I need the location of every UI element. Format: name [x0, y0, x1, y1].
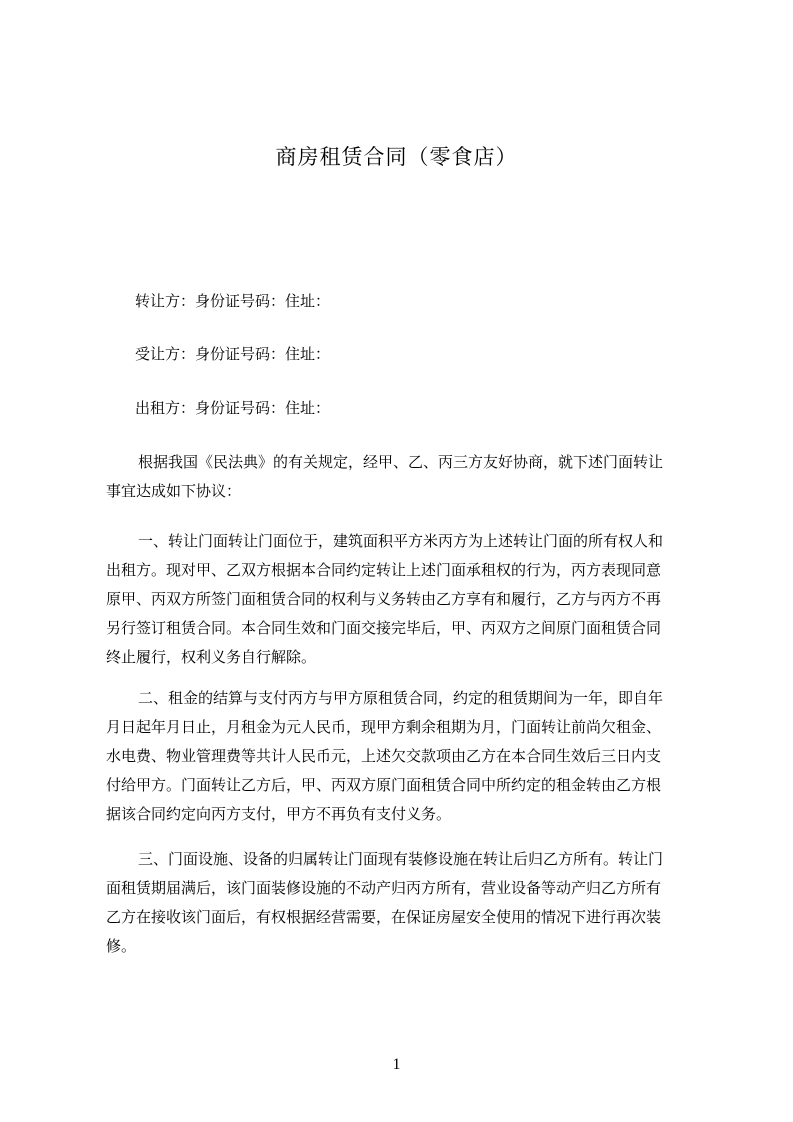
clause-line: 修。	[106, 937, 137, 955]
clause-1-transfer	[106, 527, 700, 672]
clause-line: 水电费、物业管理费等共计人民币元，上述欠交款项由乙方在本合同生效后三日内支	[106, 747, 662, 765]
clause-line: 终止履行，权利义务自行解除。	[106, 648, 317, 666]
intro-paragraph	[106, 448, 700, 506]
clause-line: 原甲、丙双方所签门面租赁合同的权利与义务转由乙方享有和履行，乙方与丙方不再	[106, 590, 662, 608]
clause-line: 另行签订租赁合同。本合同生效和门面交接完毕后，甲、丙双方之间原门面租赁合同	[106, 619, 662, 637]
intro-line: 根据我国《民法典》的有关规定，经甲、乙、丙三方友好协商，就下述门面转让	[138, 453, 664, 471]
clause-3-facilities	[106, 845, 700, 961]
clause-line: 乙方在接收该门面后，有权根据经营需要，在保证房屋安全使用的情况下进行再次装	[106, 908, 662, 926]
document-title: 商房租赁合同（零食店）	[275, 145, 518, 169]
party-lessor: 出租方：身份证号码：住址：	[135, 399, 331, 417]
clause-line: 付给甲方。门面转让乙方后，甲、丙双方原门面租赁合同中所约定的租金转由乙方根	[106, 776, 662, 794]
clause-line: 一、转让门面转让门面位于，建筑面积平方米丙方为上述转让门面的所有权人和	[138, 532, 664, 550]
clause-line: 据该合同约定向丙方支付，甲方不再负有支付义务。	[106, 805, 452, 823]
party-transferee: 受让方：身份证号码：住址：	[135, 345, 331, 363]
clause-2-rent	[106, 684, 700, 829]
clause-line: 三、门面设施、设备的归属转让门面现有装修设施在转让后归乙方所有。转让门	[138, 850, 664, 868]
clause-line: 出租方。现对甲、乙双方根据本合同约定转让上述门面承租权的行为，丙方表现同意	[106, 561, 662, 579]
party-transferor: 转让方：身份证号码：住址：	[135, 292, 331, 310]
clause-line: 面租赁期届满后，该门面装修设施的不动产归丙方所有，营业设备等动产归乙方所有	[106, 879, 662, 897]
intro-line: 事宜达成如下协议：	[106, 482, 242, 500]
page-number: 1	[392, 1056, 401, 1073]
clause-line: 二、租金的结算与支付丙方与甲方原租赁合同，约定的租赁期间为一年，即自年	[138, 689, 664, 707]
clause-line: 月日起年月日止，月租金为元人民币，现甲方剩余租期为月，门面转让前尚欠租金、	[106, 718, 662, 736]
